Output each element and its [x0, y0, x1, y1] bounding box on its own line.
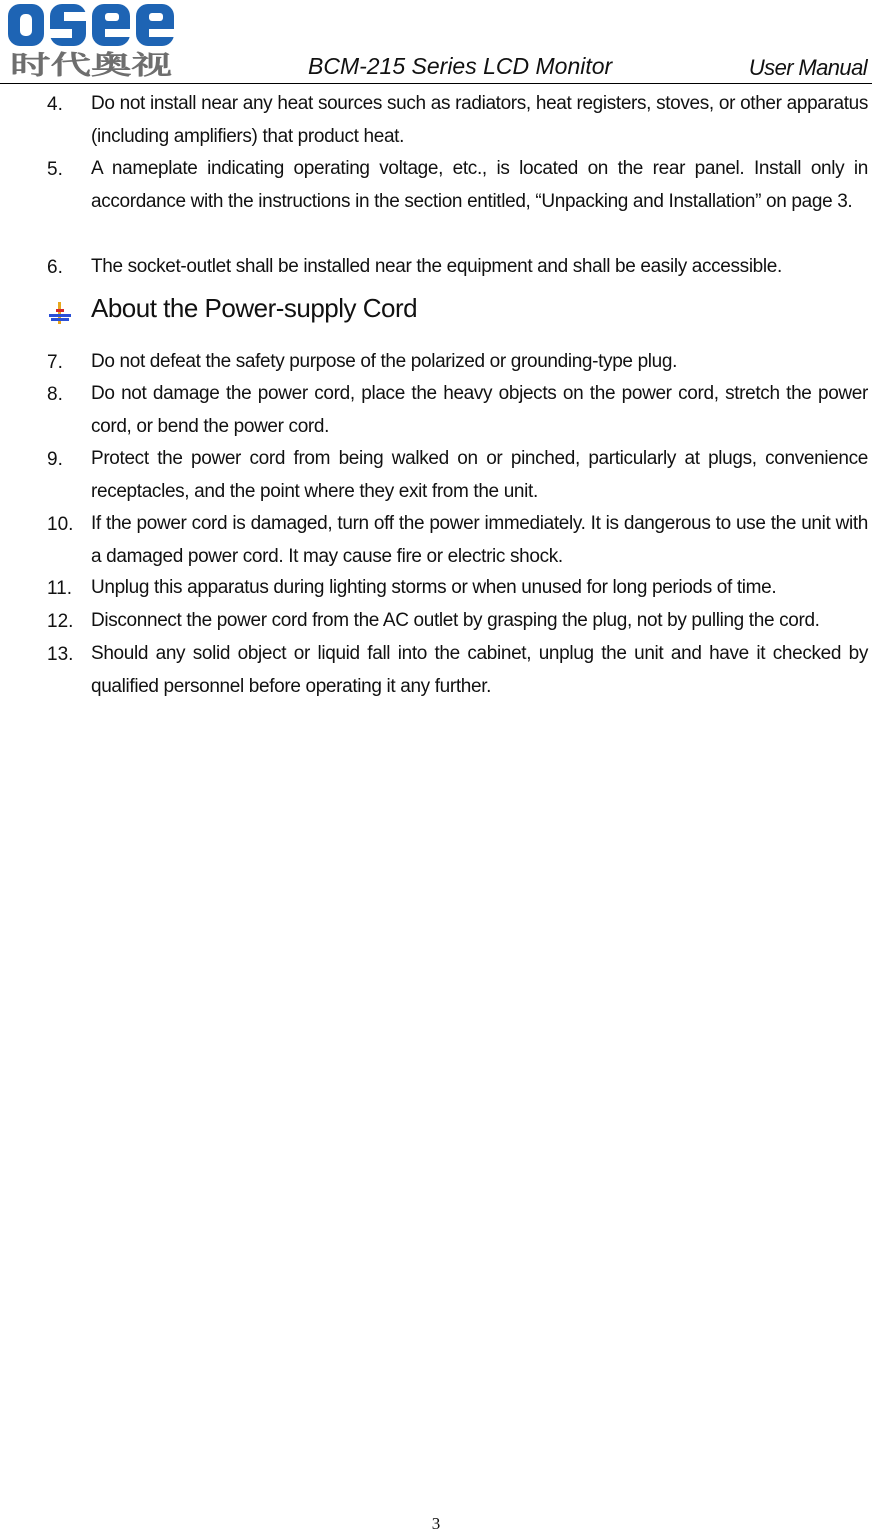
list-item-text: Do not install near any heat sources such as radiators, heat registers, stoves, or other apparatus (including amplifiers) that product heat. [91, 93, 868, 147]
list-item-text: Do not damage the power cord, place the heavy objects on the power cord, stretch the power cord, or bend the power cord. [91, 383, 868, 437]
list-item-number: 12. [47, 611, 74, 632]
header-divider [0, 83, 872, 84]
list-item-text: Protect the power cord from being walked on or pinched, particularly at plugs, convenience receptacles, and the point where they exit from the unit. [91, 448, 868, 502]
list-item-text: If the power cord is damaged, turn off the power immediately. It is dangerous to use the unit with a damaged power cord. It may cause fire or electric shock. [91, 513, 868, 567]
section-heading: About the Power-supply Cord [91, 293, 418, 323]
svg-text:时代奥视: 时代奥视 [10, 51, 115, 78]
list-item-number: 5. [47, 159, 63, 180]
osee-logo [6, 2, 176, 78]
list-item-number: 8. [47, 384, 63, 405]
list-item-text: The socket-outlet shall be installed near the equipment and shall be easily accessible. [91, 256, 782, 277]
list-item-number: 11. [47, 578, 73, 599]
document-type: User Manual [748, 55, 867, 80]
list-item-number: 7. [47, 352, 63, 373]
list-item-number: 4. [47, 94, 63, 115]
list-item-text: A nameplate indicating operating voltage, etc., is located on the rear panel. Install only in accordance with the instructions in the section entitled, “Unpacking and Installation” on page 3. [91, 158, 868, 212]
bullet-icon [47, 300, 73, 326]
list-item-text: Do not defeat the safety purpose of the polarized or grounding-type plug. [91, 351, 678, 372]
document-title: BCM-215 Series LCD Monitor [308, 53, 613, 79]
page-number: 3 [431, 1514, 441, 1533]
page-header [0, 0, 872, 86]
list-item-number: 6. [47, 257, 63, 278]
list-item-number: 10. [47, 514, 74, 535]
list-item-text: Unplug this apparatus during lighting storms or when unused for long periods of time. [91, 577, 777, 598]
list-item-text: Should any solid object or liquid fall into the cabinet, unplug the unit and have it checked by qualified personnel before operating it any further. [91, 643, 868, 697]
list-item-number: 9. [47, 449, 63, 470]
list-item-text: Disconnect the power cord from the AC outlet by grasping the plug, not by pulling the cord. [91, 610, 820, 631]
list-item-number: 13. [47, 644, 74, 665]
